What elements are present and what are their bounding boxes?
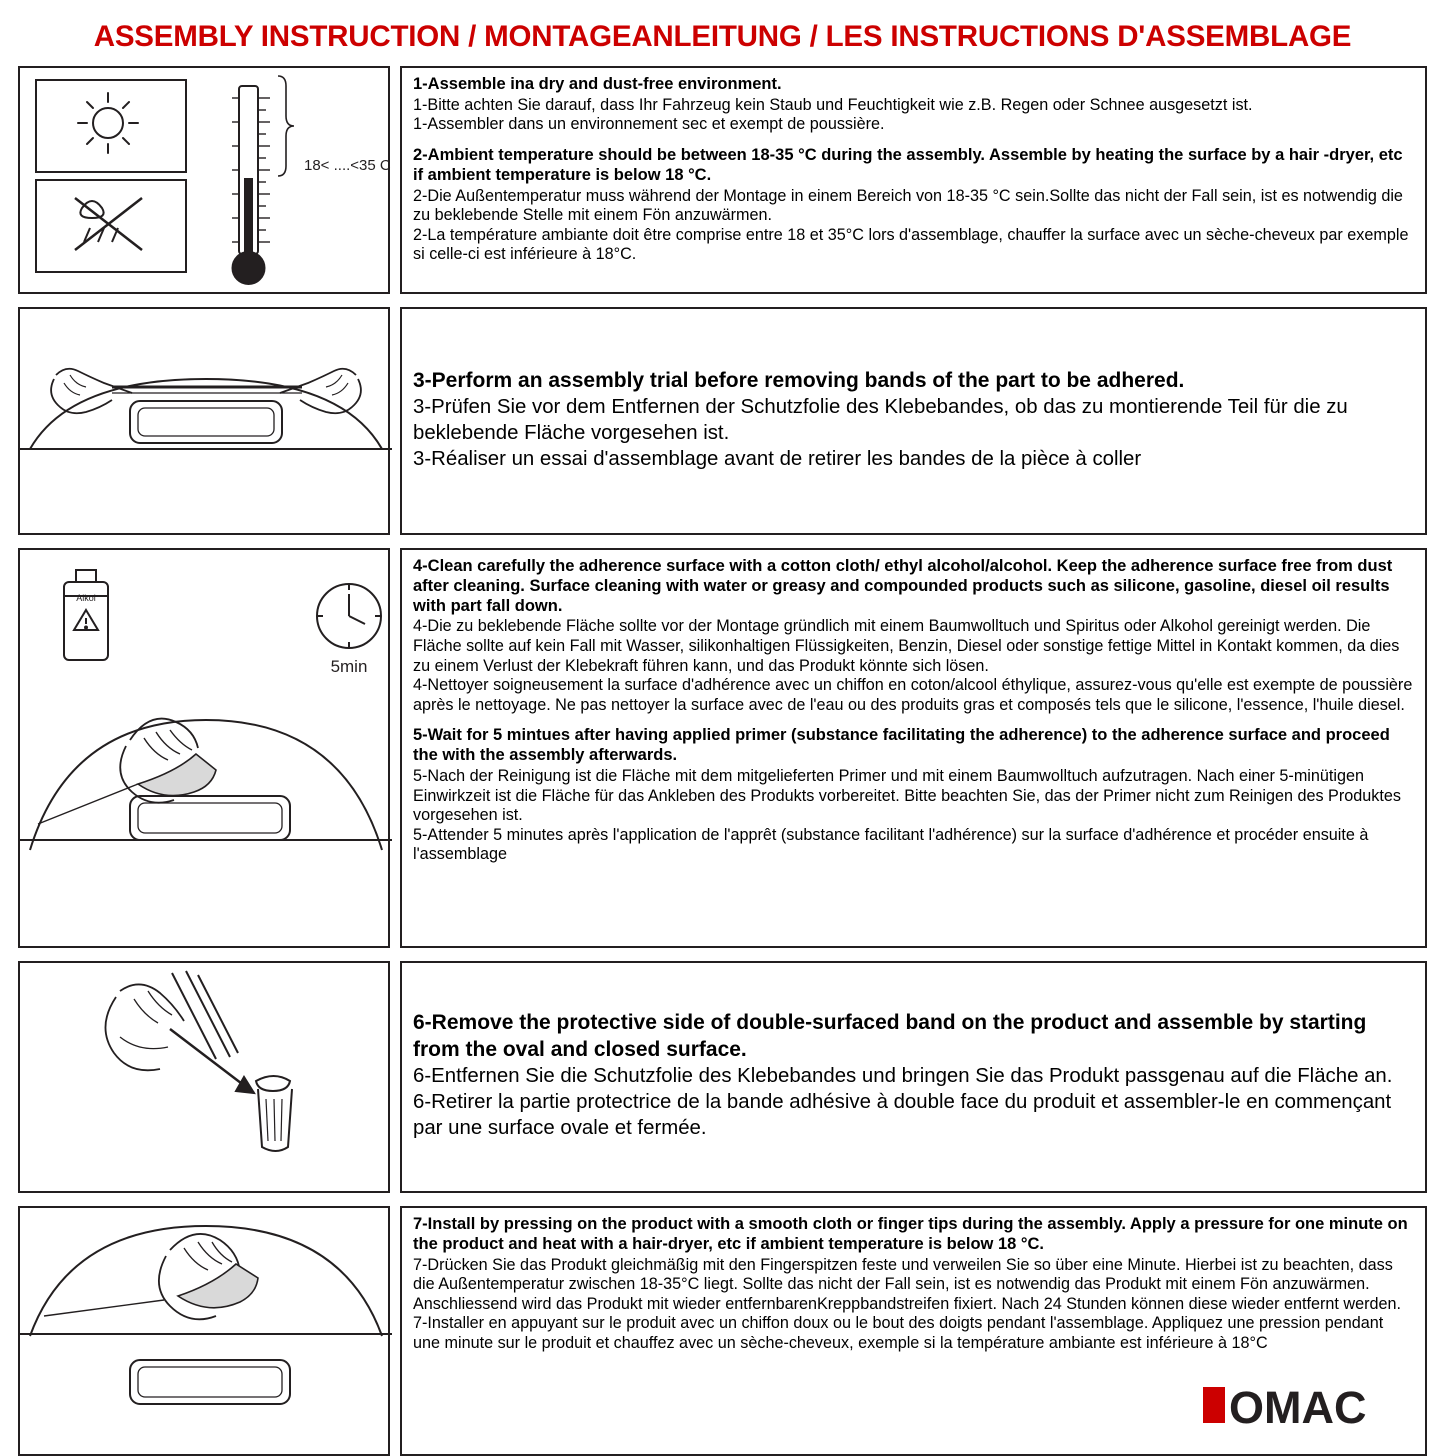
alcohol-label: Alkol bbox=[76, 593, 96, 603]
step-6-fr: 6-Retirer la partie protectrice de la bande adhésive à double face du produit et assembler-le en commençant par une surface ovale et fermée. bbox=[413, 1090, 1392, 1139]
illustration-press-install bbox=[18, 1206, 390, 1456]
step-4-en: 4-Clean carefully the adherence surface with a cotton cloth/ ethyl alcohol/alcohol. Keep the adherence surface free from dust after cleaning. Surface cleaning with water or greasy and compounded products such as silicone, gasoline, diesel oil results with part fall down. bbox=[413, 557, 1393, 615]
time-label: 5min bbox=[330, 657, 368, 676]
text-steps-4-5 bbox=[400, 548, 1427, 948]
environment-diagram bbox=[20, 68, 392, 292]
step-4-block bbox=[413, 557, 1414, 715]
step-2-de: 2-Die Außentemperatur muss während der Montage in einem Bereich von 18-35 °C sein.Sollte das nicht der Fall sein, ist es notwendig die zu beklebende Stelle mit einem Fön anzuwärmen. bbox=[413, 186, 1403, 225]
step-3-de: 3-Prüfen Sie vor dem Entfernen der Schutzfolie des Klebebandes, ob das zu montierende Teil für die zu beklebende Fläche vorgesehen ist. bbox=[413, 395, 1348, 444]
step-1-block bbox=[413, 75, 1414, 135]
step-6-en: 6-Remove the protective side of double-surfaced band on the product and assemble by starting from the oval and closed surface. bbox=[413, 1011, 1367, 1061]
text-steps-1-2 bbox=[400, 66, 1427, 294]
instruction-row-1 bbox=[18, 66, 1427, 294]
step-6-block bbox=[413, 1010, 1414, 1141]
instruction-row-2 bbox=[18, 307, 1427, 535]
step-3-block bbox=[413, 368, 1414, 473]
remove-liner-diagram bbox=[20, 963, 392, 1191]
press-install-diagram bbox=[20, 1208, 392, 1454]
instruction-rows bbox=[18, 66, 1427, 1456]
step-3-en: 3-Perform an assembly trial before removing bands of the part to be adhered. bbox=[413, 368, 1185, 392]
instruction-row-4 bbox=[18, 961, 1427, 1193]
step-7-block bbox=[413, 1215, 1414, 1354]
step-2-block bbox=[413, 146, 1414, 265]
step-5-block bbox=[413, 726, 1414, 865]
step-1-de: 1-Bitte achten Sie darauf, dass Ihr Fahrzeug kein Staub und Feuchtigkeit wie z.B. Regen oder Schnee ausgesetzt ist. bbox=[413, 95, 1253, 114]
illustration-trial-fit bbox=[18, 307, 390, 535]
omac-logo bbox=[1203, 1375, 1423, 1435]
step-5-de: 5-Nach der Reinigung ist die Fläche mit dem mitgelieferten Primer und mit einem Baumwolltuch aufzutragen. Nach einer 5-minütigen Einwirkzeit ist die Fläche für das Ankleben des Produkts vorbereitet. Bitte beachten Sie, das der Primer nicht zum Reinigen des Produktes vorgesehen ist. bbox=[413, 766, 1401, 825]
temperature-range-label: 18< ....<35 C bbox=[304, 157, 391, 174]
step-5-fr: 5-Attender 5 minutes après l'application de l'apprêt (substance facilitant l'adhérence) sur la surface d'adhérence et procéder ensuite à l'assemblage bbox=[413, 825, 1369, 864]
logo-accent-bar bbox=[1203, 1387, 1225, 1423]
step-1-en: 1-Assemble ina dry and dust-free environment. bbox=[413, 75, 782, 93]
illustration-environment bbox=[18, 66, 390, 294]
instruction-row-3 bbox=[18, 548, 1427, 948]
step-1-fr: 1-Assembler dans un environnement sec et exempt de poussière. bbox=[413, 115, 885, 134]
step-7-en: 7-Install by pressing on the product with a smooth cloth or finger tips during the assembly. Apply a pressure for one minute on the product and heat with a hair-dryer, etc if ambient temperature is below 18 °C. bbox=[413, 1215, 1408, 1253]
step-6-de: 6-Entfernen Sie die Schutzfolie des Klebebandes und bringen Sie das Produkt passgenau auf die Fläche an. bbox=[413, 1064, 1393, 1087]
step-5-en: 5-Wait for 5 mintues after having applied primer (substance facilitating the adherence) to the adherence surface and proceed the with the assembly afterwards. bbox=[413, 726, 1390, 765]
step-2-en: 2-Ambient temperature should be between 18-35 °C during the assembly. Assemble by heating the surface by a hair -dryer, etc if ambient temperature is below 18 °C. bbox=[413, 145, 1403, 184]
step-4-de: 4-Die zu beklebende Fläche sollte vor der Montage gründlich mit einem Baumwolltuch und Spiritus oder Alkohol gereinigt werden. Die Fläche sollte auf kein Fall mit Wasser, silikonhaltigen Flüssigkeiten, Benzin, Diesel oder sonstige fettige Mittel in Kontakt kommen, da dies zu einem Verlust der Klebekraft führen kann, und das Produkt könnte sich lösen. bbox=[413, 617, 1400, 675]
logo-text: OMAC bbox=[1229, 1382, 1367, 1433]
step-4-fr: 4-Nettoyer soigneusement la surface d'adhérence avec un chiffon en coton/alcool éthylique, assurez-vous qu'elle est exempte de poussière après le nettoyage. Ne pas nettoyer la surface avec de l'eau ou des produits gras et composés tels que le silicone, l'essence, l'huile diesel. bbox=[413, 676, 1413, 714]
cleaning-diagram bbox=[20, 550, 392, 946]
step-7-de: 7-Drücken Sie das Produkt gleichmäßig mit den Fingerspitzen feste und verweilen Sie so über eine Minute. Hierbei ist zu beachten, dass die Außentemperatur zwischen 18-35°C liegt. Sollte das nicht der Fall sein, ist es notwendig das Produkt mit einem Fön anzuwärmen. Anschliessend wird das Produkt mit wieder entfernbarenKreppbandstreifen fixiert. Nach 24 Stunden können diese wieder entfernt werden. bbox=[413, 1255, 1402, 1313]
step-2-fr: 2-La température ambiante doit être comprise entre 18 et 35°C lors d'assemblage, chauffer la surface avec un sèche-cheveux par exemple si celle-ci est inférieure à 18°C. bbox=[413, 225, 1409, 264]
text-step-3 bbox=[400, 307, 1427, 535]
page-title: ASSEMBLY INSTRUCTION / MONTAGEANLEITUNG / LES INSTRUCTIONS D'ASSEMBLAGE bbox=[93, 20, 1352, 53]
trial-fit-diagram bbox=[20, 309, 392, 533]
step-7-fr: 7-Installer en appuyant sur le produit avec un chiffon doux ou le bout des doigts pendant l'assemblage. Appliquez une pression pendant une minute sur le produit et chauffez avec un sèche-cheveux, exemple si la température ambiante est inférieure à 18°C bbox=[413, 1314, 1384, 1352]
illustration-remove-liner bbox=[18, 961, 390, 1193]
illustration-cleaning bbox=[18, 548, 390, 948]
text-step-6 bbox=[400, 961, 1427, 1193]
step-3-fr: 3-Réaliser un essai d'assemblage avant de retirer les bandes de la pièce à coller bbox=[413, 447, 1142, 470]
